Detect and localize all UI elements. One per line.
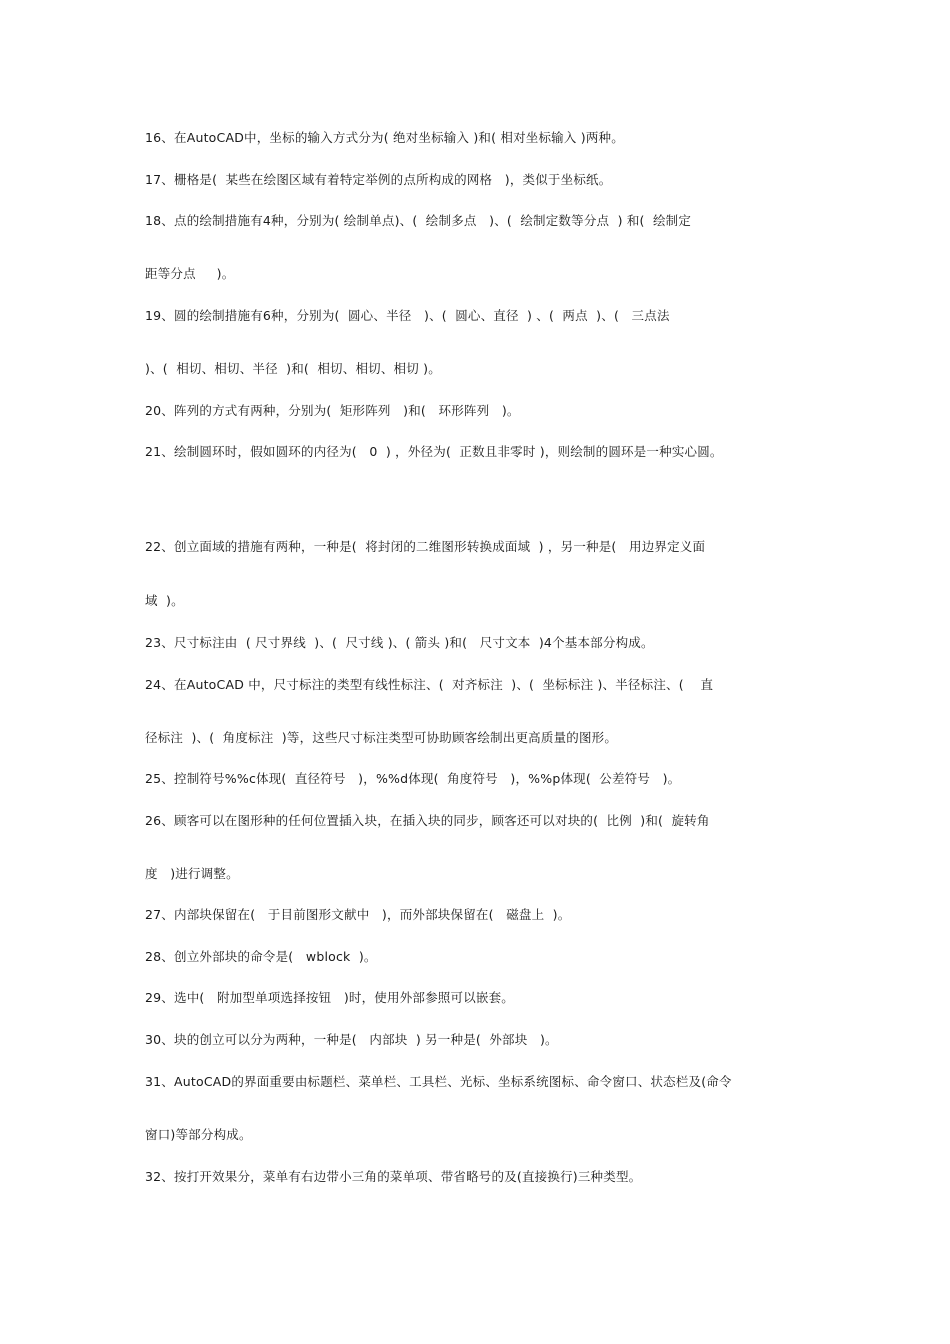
question-27: 27、内部块保留在( 于目前图形文献中 )，而外部块保留在( 磁盘上 )。: [145, 907, 571, 922]
question-19-continued: )、( 相切、相切、半径 )和( 相切、相切、相切 )。: [145, 361, 441, 376]
question-25: 25、控制符号%%c体现( 直径符号 )，%%d体现( 角度符号 )，%%p体现( 公差符号 )。: [145, 771, 681, 786]
question-29: 29、选中( 附加型单项选择按钮 )时，使用外部参照可以嵌套。: [145, 990, 515, 1005]
question-26: 26、顾客可以在图形种的任何位置插入块，在插入块的同步，顾客还可以对块的( 比例 )和( 旋转角: [145, 813, 710, 828]
question-18-continued: 距等分点 )。: [145, 266, 235, 281]
question-19: 19、圆的绘制措施有6种，分别为( 圆心、半径 )、( 圆心、直径 ) 、( 两点 )、( 三点法: [145, 308, 670, 323]
question-32: 32、按打开效果分，菜单有右边带小三角的菜单项、带省略号的及(直接换行)三种类型。: [145, 1169, 642, 1184]
question-28: 28、创立外部块的命令是( wblock )。: [145, 949, 377, 964]
question-30: 30、块的创立可以分为两种，一种是( 内部块 ) 另一种是( 外部块 )。: [145, 1032, 558, 1047]
question-20: 20、阵列的方式有两种，分别为( 矩形阵列 )和( 环形阵列 )。: [145, 403, 520, 418]
question-16: 16、在AutoCAD中，坐标的输入方式分为( 绝对坐标输入 )和( 相对坐标输入 )两种。: [145, 130, 624, 145]
question-22: 22、创立面域的措施有两种，一种是( 将封闭的二维图形转换成面域 ) ，另一种是( 用边界定义面: [145, 539, 706, 554]
question-22-continued: 域 )。: [145, 593, 184, 608]
question-26-continued: 度 )进行调整。: [145, 866, 239, 881]
question-23: 23、尺寸标注由 ( 尺寸界线 )、( 尺寸线 )、( 箭头 )和( 尺寸文本 )4个基本部分构成。: [145, 635, 654, 650]
question-17: 17、栅格是( 某些在绘图区域有着特定举例的点所构成的网格 )，类似于坐标纸。: [145, 172, 612, 187]
question-31: 31、AutoCAD的界面重要由标题栏、菜单栏、工具栏、光标、坐标系统图标、命令窗口、状态栏及(命令: [145, 1074, 732, 1089]
question-31-continued: 窗口)等部分构成。: [145, 1127, 252, 1142]
question-24-continued: 径标注 )、( 角度标注 )等，这些尺寸标注类型可协助顾客绘制出更高质量的图形。: [145, 730, 618, 745]
question-18: 18、点的绘制措施有4种，分别为( 绘制单点)、( 绘制多点 )、( 绘制定数等分点 ) 和( 绘制定: [145, 213, 692, 228]
question-24: 24、在AutoCAD 中，尺寸标注的类型有线性标注、( 对齐标注 )、( 坐标标注 )、半径标注、( 直: [145, 677, 714, 692]
question-21: 21、绘制圆环时，假如圆环的内径为( 0 ) ，外径为( 正数且非零时 )，则绘制的圆环是一种实心圆。: [145, 444, 723, 459]
